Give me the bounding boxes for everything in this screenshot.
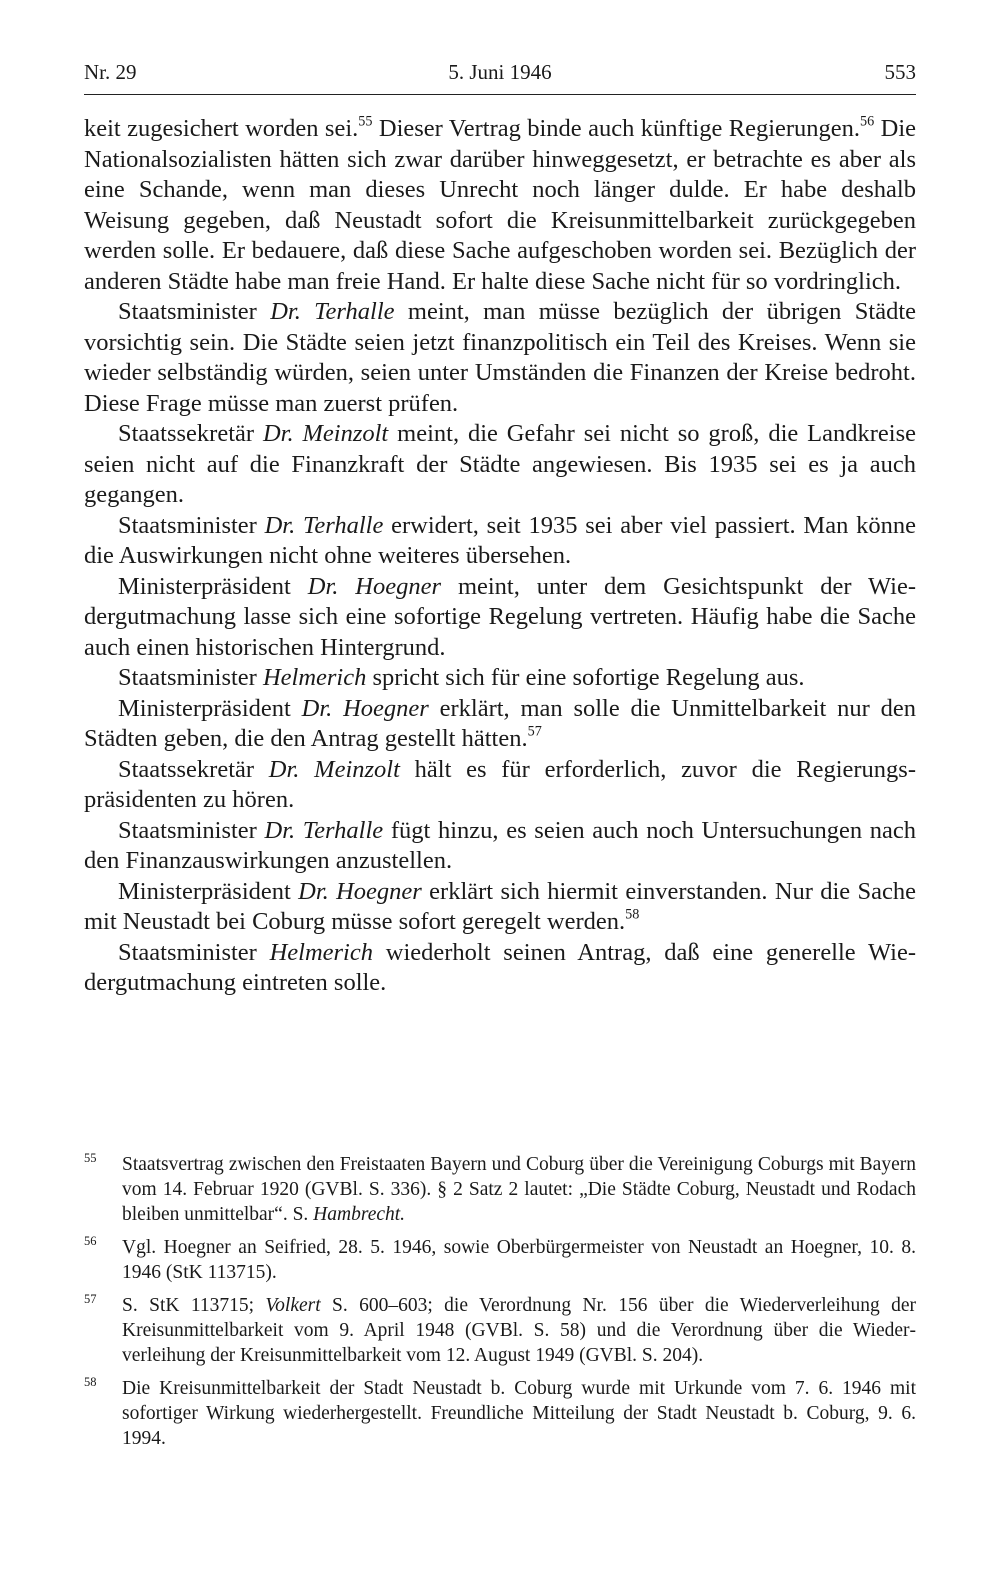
footnote-number: 56 <box>84 1234 97 1248</box>
footnote: 56 Vgl. Hoegner an Seifried, 28. 5. 1946, sowie Oberbürgermeister von Neustadt an Hoegner, 10. 8. 1946 (StK 113715). <box>84 1234 916 1283</box>
speaker-name: Dr. Terhalle <box>270 298 395 325</box>
speaker-name: Helmerich <box>262 664 367 691</box>
speaker-name: Helmerich <box>269 938 373 966</box>
header-date: 5. Juni 1946 <box>448 60 552 84</box>
paragraph: Ministerpräsident Dr. Hoegner erklärt sich hiermit einverstanden. Nur die Sache mit Neustadt bei Coburg müsse sofort geregelt werden.$^{58}$ <box>84 877 916 935</box>
page-number: 553 <box>884 60 916 84</box>
footnote-number: 57 <box>84 1292 97 1306</box>
footnote-ref: 55 <box>358 113 373 130</box>
paragraph: Staatsminister Dr. Terhalle fügt hinzu, es seien auch noch Untersuchungen nach den Finanzauswirkungen anzustellen. <box>84 816 917 874</box>
footnote-ref: 57 <box>527 723 542 740</box>
paragraph: Staatsminister Dr. Terhalle meint, man müsse bezüglich der übrigen Städte vorsichtig sein. Die Städte seien jetzt finanzpolitisch ein Teil des Kreises. Wenn sie wieder selbständig würden, seien unter Umständen die Finanzen der Kreise bedroht. Diese Frage müsse man zuerst prüfen. <box>84 298 917 417</box>
footnote-number: 55 <box>84 1151 97 1165</box>
speaker-name: Dr. Hoegner <box>298 877 422 905</box>
speaker-name: Dr. Hoegner <box>307 572 442 600</box>
speaker-name: Dr. Terhalle <box>264 816 384 844</box>
paragraph: Ministerpräsident Dr. Hoegner erklärt, man solle die Unmittelbarkeit nur den Städten geben, die den Antrag gestellt hätten.$^{57}$ <box>84 694 916 752</box>
speaker-name: Dr. Meinzolt <box>262 420 389 447</box>
body-text <box>84 114 916 999</box>
paragraph: keit zugesichert worden sei.$^{55}$ Dieser Vertrag binde auch künftige Regierungen.$^{56}$ Die Nationalsozialisten hätten sich zwar darüber hinweggesetzt, er betrachte es aber als eine Schande, wenn man dieses Unrecht noch länger dulde. Er habe deshalb Weisung gegeben, daß Neustadt sofort die Kreisunmittelbarkeit zurückgegeben werden solle. Er bedauere, daß diese Sache aufgeschoben worden sei. Bezüglich der anderen Städte habe man freie Hand. Er halte diese Sache nicht für so vordringlich. <box>84 113 917 295</box>
speaker-name: Dr. Hoegner <box>301 694 429 722</box>
footnote: 55 Staatsvertrag zwischen den Freistaaten Bayern und Coburg über die Vereinigung Coburgs mit Bayern vom 14. Februar 1920 (GVBl. S. 336). § 2 Satz 2 lautet: „Die Städte Coburg, Neustadt und Rodach bleiben unmittelbar“. S. Hambrecht. <box>84 1151 916 1225</box>
running-header <box>84 60 916 95</box>
paragraph: Staatsminister Helmerich spricht sich für eine sofortige Regelung aus. <box>118 664 805 691</box>
footnote-number: 58 <box>84 1375 97 1389</box>
speaker-name: Dr. Meinzolt <box>268 755 400 783</box>
issue-number: Nr. 29 <box>84 60 137 84</box>
paragraph: Staatsminister Dr. Terhalle erwidert, seit 1935 sei aber viel passiert. Man könne die Auswirkungen nicht ohne weiteres übersehen. <box>84 511 916 569</box>
footnote-ref: 58 <box>625 906 640 923</box>
paragraph: Ministerpräsident Dr. Hoegner meint, unter dem Gesichtspunkt der Wiedergutmachung lasse sich eine sofortige Regelung vertreten. Häufig habe die Sache auch einen historischen Hintergrund. <box>84 572 916 661</box>
footnote-ref: 56 <box>860 113 875 130</box>
speaker-name: Dr. Terhalle <box>264 511 384 539</box>
footnote: 58 Die Kreisunmittelbarkeit der Stadt Neustadt b. Coburg wurde mit Urkunde vom 7. 6. 1946 mit sofortiger Wirkung wiederhergestellt. Freundliche Mitteilung der Stadt Neustadt b. Coburg, 9. 6. 1994. <box>84 1375 916 1449</box>
footnotes <box>84 1152 916 1459</box>
footnote: 57 S. StK 113715; Volkert S. 600–603; die Verordnung Nr. 156 über die Wiederverleihung der Kreisunmittelbarkeit vom 9. April 1948 (GVBl. S. 58) und die Verordnung über die Wiederverleihung der Kreisunmittelbarkeit vom 12. August 1949 (GVBl. S. 204). <box>84 1292 916 1366</box>
paragraph: Staatssekretär Dr. Meinzolt meint, die Gefahr sei nicht so groß, die Landkreise seien nicht auf die Finanzkraft der Städte angewiesen. Bis 1935 sei es ja auch gegangen. <box>84 420 917 508</box>
paragraph: Staatssekretär Dr. Meinzolt hält es für erforderlich, zuvor die Regierungspräsidenten zu hören. <box>84 755 917 813</box>
paragraph: Staatsminister Helmerich wiederholt seinen Antrag, daß eine generelle Wiedergutmachung eintreten solle. <box>84 938 916 996</box>
